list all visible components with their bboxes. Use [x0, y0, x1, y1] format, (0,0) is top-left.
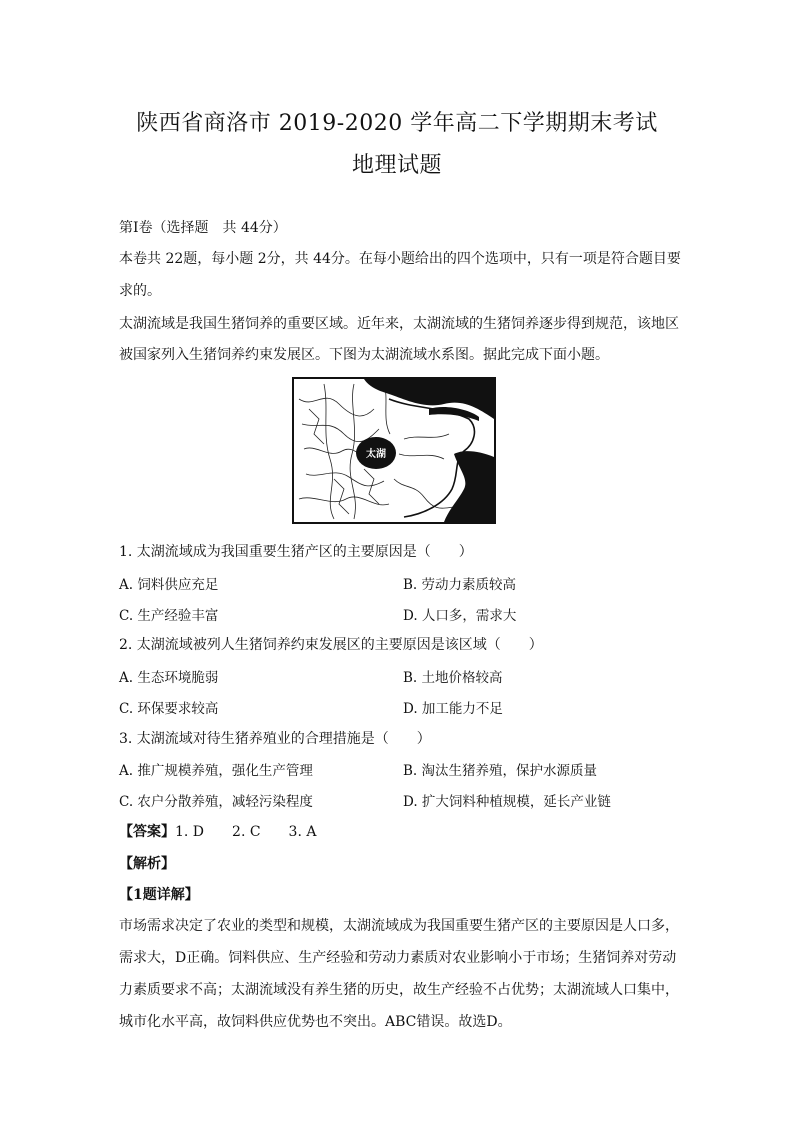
question-2-option-c: C. 环保要求较高 [119, 701, 219, 717]
intro-line-2: 被国家列入生猪饲养约束发展区。下图为太湖流域水系图。据此完成下面小题。 [119, 347, 609, 363]
answer-line [119, 821, 316, 841]
instructions-line-1: 本卷共 22题，每小题 2分，共 44分。在每小题给出的四个选项中，只有一项是符合题目要 [119, 251, 681, 267]
question-3-option-d: D. 扩大饲料种植规模，延长产业链 [403, 794, 611, 810]
analysis-heading: 【解析】 [119, 856, 175, 872]
question-2-option-a: A. 生态环境脆弱 [119, 670, 219, 686]
question-3-option-b: B. 淘汰生猪养殖，保护水源质量 [403, 763, 598, 779]
analysis-line-3: 力素质要求不高；太湖流域没有养生猪的历史，故生产经验不占优势；太湖流域人口集中， [119, 982, 679, 998]
answer-text: 1. D 2. C 3. A [175, 824, 317, 840]
section-heading: 第Ⅰ卷（选择题 共 44分） [119, 220, 287, 236]
page-title: 陕西省商洛市 2019-2020 学年高二下学期期末考试 [136, 111, 658, 136]
question-1-option-c: C. 生产经验丰富 [119, 608, 219, 624]
question-1-option-b: B. 劳动力素质较高 [403, 577, 517, 593]
instructions-line-2: 求的。 [119, 283, 161, 299]
question-1-stem: 1. 太湖流域成为我国重要生猪产区的主要原因是（ ） [119, 544, 473, 560]
page-subtitle: 地理试题 [351, 153, 442, 178]
question-2-option-d: D. 加工能力不足 [403, 701, 503, 717]
question-1-option-d: D. 人口多，需求大 [403, 608, 517, 624]
question-1-option-a: A. 饲料供应充足 [119, 577, 219, 593]
map-graphic [294, 379, 494, 522]
intro-line-1: 太湖流域是我国生猪饲养的重要区域。近年来，太湖流域的生猪饲养逐步得到规范，该地区 [119, 316, 679, 332]
lake-label: 太湖 [366, 449, 386, 460]
question-2-option-b: B. 土地价格较高 [403, 670, 503, 686]
analysis-line-2: 需求大，D正确。饲料供应、生产经验和劳动力素质对农业影响小于市场；生猪饲养对劳动 [119, 950, 677, 966]
taihu-water-system-map [292, 377, 496, 524]
answer-label: 【答案】 [119, 824, 175, 840]
question-2-stem: 2. 太湖流域被列人生猪饲养约束发展区的主要原因是该区域（ ） [119, 637, 543, 653]
analysis-line-4: 城市化水平高，故饲料供应优势也不突出。ABC错误。故选D。 [119, 1014, 512, 1030]
question-3-stem: 3. 太湖流域对待生猪养殖业的合理措施是（ ） [119, 731, 431, 747]
analysis-sub-heading: 【1题详解】 [119, 887, 199, 903]
question-3-option-c: C. 农户分散养殖，减轻污染程度 [119, 794, 313, 810]
question-3-option-a: A. 推广规模养殖，强化生产管理 [119, 763, 313, 779]
analysis-line-1: 市场需求决定了农业的类型和规模，太湖流域成为我国重要生猪产区的主要原因是人口多， [119, 918, 679, 934]
